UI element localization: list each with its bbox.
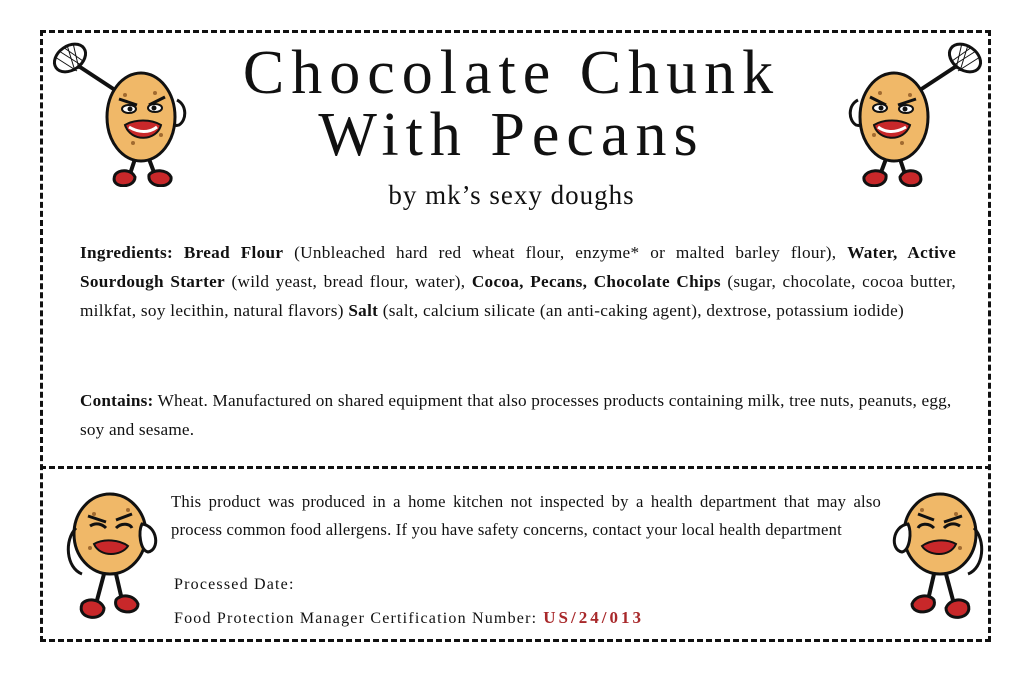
ingredients-label: Ingredients: bbox=[80, 243, 174, 262]
contains-text: Wheat. Manufactured on shared equipment that also processes products containing milk, tree nuts, peanuts, egg, soy and sesame. bbox=[80, 391, 952, 439]
product-title-line1: Chocolate Chunk bbox=[242, 39, 781, 107]
brand-subtitle: by mk’s sexy doughs bbox=[388, 180, 635, 210]
ingredients-text bbox=[80, 238, 956, 325]
ingredient-detail: (salt, calcium silicate (an anti-caking agent), dextrose, potassium iodide) bbox=[378, 301, 905, 320]
product-title-line2: With Pecans bbox=[318, 101, 705, 169]
ingredient-detail: (sugar, chocolate, cocoa butter, milkfat, soy lecithin, natural flavors) bbox=[80, 272, 957, 320]
ingredient-name: Water, Active Sourdough Starter bbox=[80, 243, 956, 291]
allergen-statement bbox=[80, 386, 956, 444]
ingredient-detail: (Unbleached hard red wheat flour, enzyme* or malted barley flour), bbox=[283, 243, 848, 262]
certification-number: US/24/013 bbox=[543, 608, 644, 627]
cookie-mascot-phone-icon bbox=[880, 488, 990, 634]
cookie-mascot-phone-icon bbox=[60, 488, 170, 634]
ingredient-name: Cocoa, Pecans, Chocolate Chips bbox=[471, 272, 721, 291]
ingredient-name: Salt bbox=[348, 301, 379, 320]
certification-line bbox=[174, 608, 644, 628]
certification-label: Food Protection Manager Certification Number: bbox=[174, 610, 538, 627]
section-divider bbox=[40, 466, 991, 469]
processed-date-label: Processed Date: bbox=[174, 576, 295, 593]
contains-label: Contains: bbox=[80, 391, 154, 410]
cottage-food-notice: This product was produced in a home kitchen not inspected by a health department that may also process common food allergens. If you have safety concerns, contact your local health department bbox=[171, 492, 881, 539]
ingredient-name: Bread Flour bbox=[183, 243, 284, 262]
product-title bbox=[0, 39, 1023, 169]
ingredient-detail: (wild yeast, bread flour, water), bbox=[224, 272, 472, 291]
